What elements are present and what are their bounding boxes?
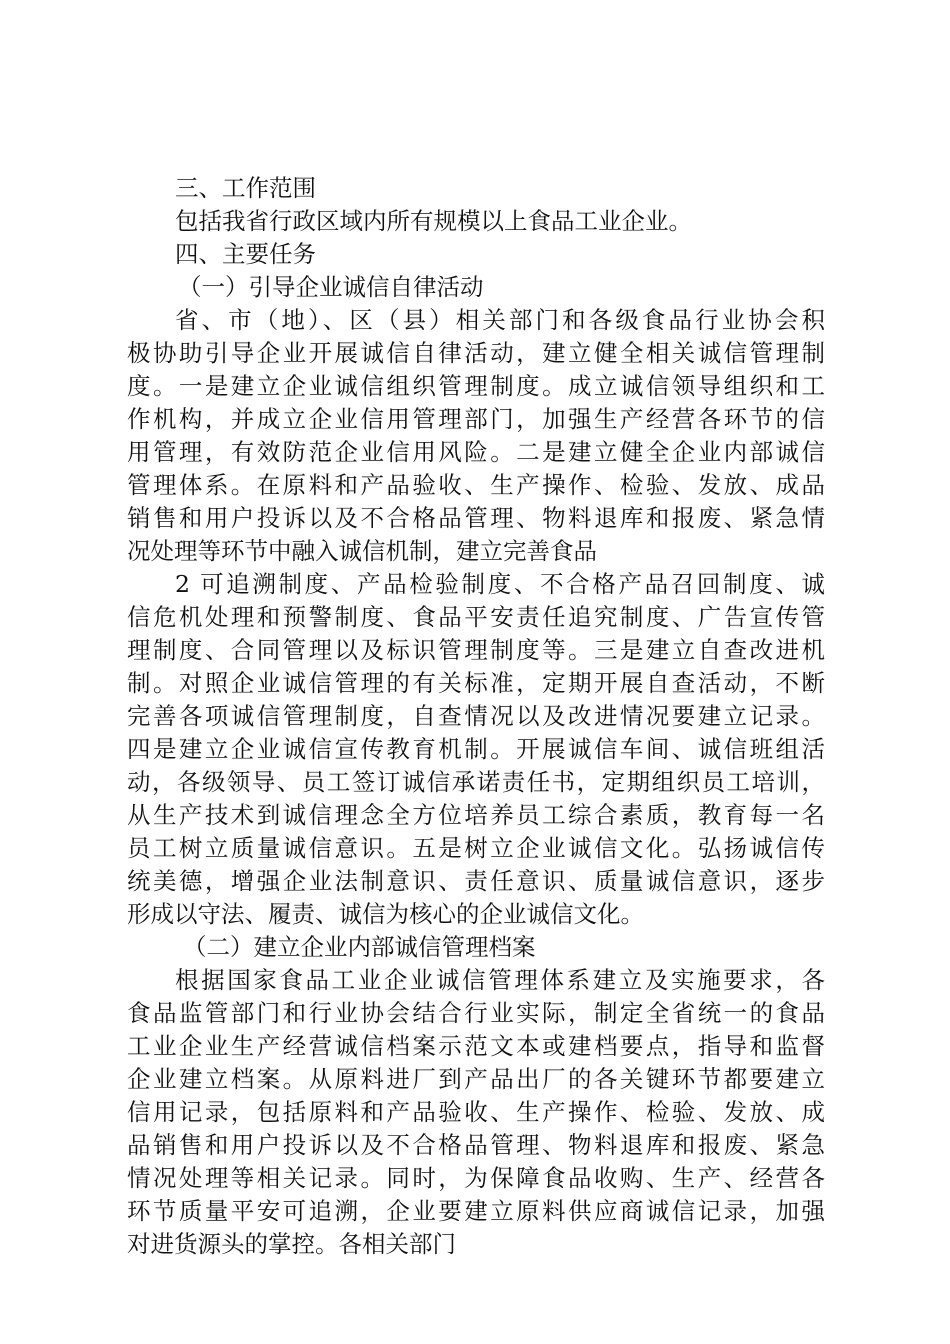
paragraph-line: 食品监管部门和行业协会结合行业实际，制定全省统一的食品 <box>127 999 825 1027</box>
paragraph-line: 度。一是建立企业诚信组织管理制度。成立诚信领导组织和工 <box>127 372 825 400</box>
section-heading-scope: 三、工作范围 <box>175 174 316 202</box>
paragraph-line: 对进货源头的掌控。各相关部门 <box>127 1230 456 1258</box>
paragraph-line: 理制度、合同管理以及标识管理制度等。三是建立自查改进机 <box>127 636 825 664</box>
paragraph-line: 省、市（地）、区（县）相关部门和各级食品行业协会积 <box>175 306 825 334</box>
paragraph-line: 况处理等环节中融入诚信机制，建立完善食品 <box>127 537 597 565</box>
paragraph-line: 作机构，并成立企业信用管理部门，加强生产经营各环节的信 <box>127 405 825 433</box>
paragraph-line: 从生产技术到诚信理念全方位培养员工综合素质，教育每一名 <box>127 801 825 829</box>
paragraph-line: 2 可追溯制度、产品检验制度、不合格产品召回制度、诚 <box>175 570 825 598</box>
paragraph-line: 制。对照企业诚信管理的有关标准，定期开展自查活动，不断 <box>127 669 825 697</box>
paragraph-line: 管理体系。在原料和产品验收、生产操作、检验、发放、成品 <box>127 471 825 499</box>
paragraph-line: 包括我省行政区域内所有规模以上食品工业企业。 <box>175 207 692 235</box>
paragraph-line: 根据国家食品工业企业诚信管理体系建立及实施要求，各 <box>175 966 825 994</box>
paragraph-line: 企业建立档案。从原料进厂到产品出厂的各关键环节都要建立 <box>127 1065 825 1093</box>
paragraph-line: 形成以守法、履责、诚信为核心的企业诚信文化。 <box>127 900 644 928</box>
paragraph-line: 统美德，增强企业法制意识、责任意识、质量诚信意识，逐步 <box>127 867 825 895</box>
paragraph-line: 信用记录，包括原料和产品验收、生产操作、检验、发放、成 <box>127 1098 825 1126</box>
paragraph-line: 四是建立企业诚信宣传教育机制。开展诚信车间、诚信班组活 <box>127 735 825 763</box>
paragraph-line: 极协助引导企业开展诚信自律活动，建立健全相关诚信管理制 <box>127 339 825 367</box>
paragraph-line: 员工树立质量诚信意识。五是树立企业诚信文化。弘扬诚信传 <box>127 834 825 862</box>
section-heading-tasks: 四、主要任务 <box>175 240 316 268</box>
paragraph-line: 信危机处理和预警制度、食品平安责任追究制度、广告宣传管 <box>127 603 825 631</box>
document-body <box>127 172 825 1261</box>
paragraph-line: 用管理，有效防范企业信用风险。二是建立健全企业内部诚信 <box>127 438 825 466</box>
paragraph-line: 情况处理等相关记录。同时，为保障食品收购、生产、经营各 <box>127 1164 825 1192</box>
paragraph-line: 环节质量平安可追溯，企业要建立原料供应商诚信记录，加强 <box>127 1197 825 1225</box>
subsection-heading-1: （一）引导企业诚信自律活动 <box>178 273 484 301</box>
subsection-heading-2: （二）建立企业内部诚信管理档案 <box>183 933 536 961</box>
paragraph-line: 完善各项诚信管理制度，自查情况以及改进情况要建立记录。 <box>127 702 825 730</box>
paragraph-line: 动，各级领导、员工签订诚信承诺责任书，定期组织员工培训， <box>127 768 825 796</box>
paragraph-line: 品销售和用户投诉以及不合格品管理、物料退库和报废、紧急 <box>127 1131 825 1159</box>
paragraph-line: 工业企业生产经营诚信档案示范文本或建档要点，指导和监督 <box>127 1032 825 1060</box>
paragraph-line: 销售和用户投诉以及不合格品管理、物料退库和报废、紧急情 <box>127 504 825 532</box>
